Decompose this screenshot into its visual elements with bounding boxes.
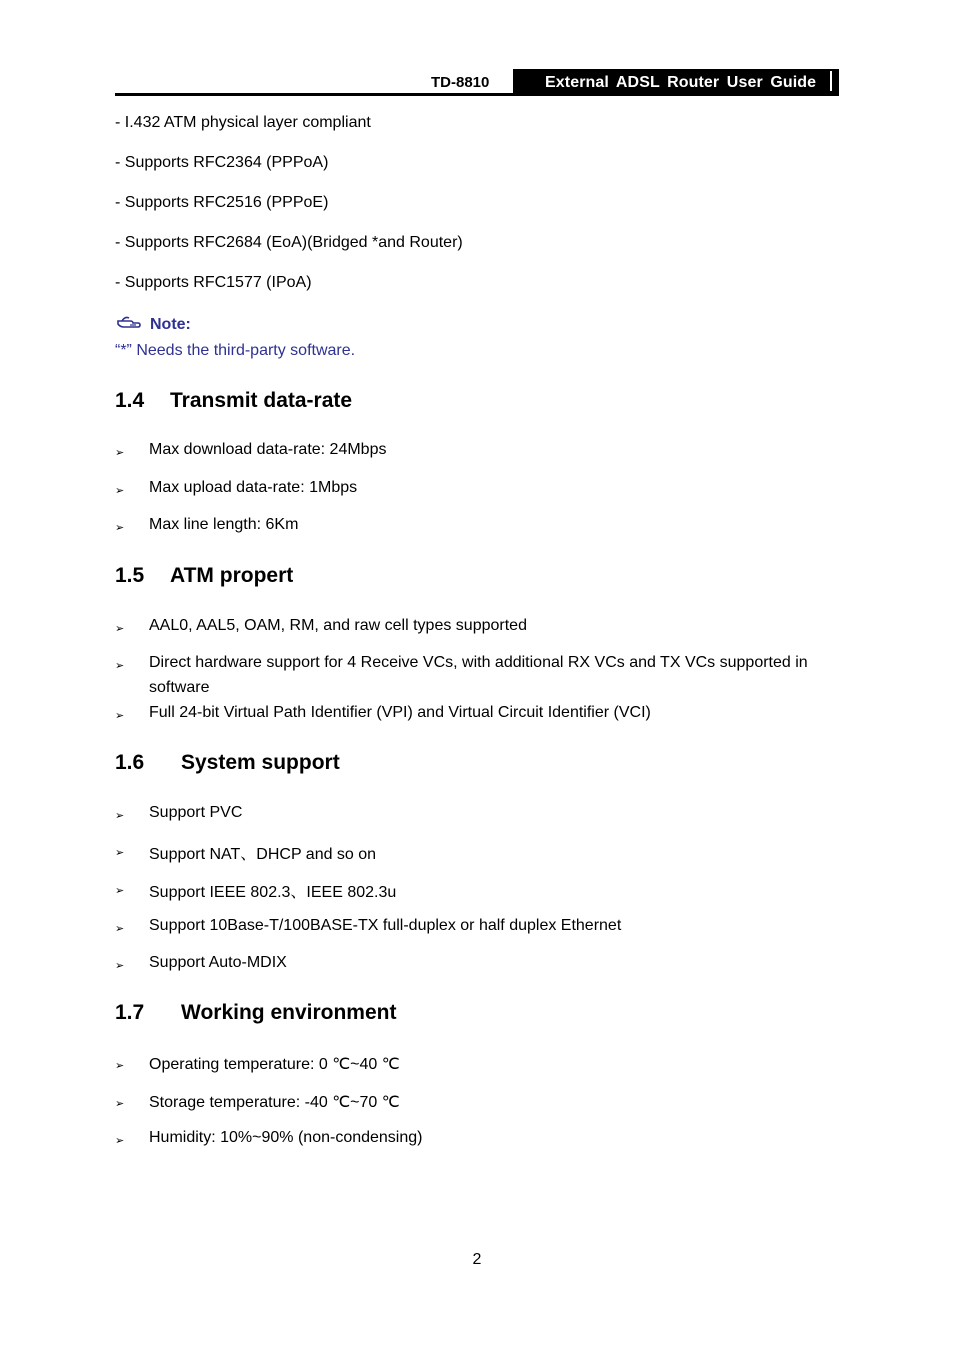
bullet-arrow-icon: ➢	[115, 710, 125, 722]
page-number: 2	[472, 1251, 482, 1268]
header-divider	[830, 71, 832, 91]
section-title: System support	[181, 751, 340, 774]
list-item: Operating temperature: 0 ℃~40 ℃	[149, 1056, 400, 1073]
bullet-arrow-icon: ➢	[115, 885, 125, 897]
section-title: Working environment	[181, 1001, 397, 1024]
list-item-continuation: software	[149, 679, 210, 696]
bullet-arrow-icon: ➢	[115, 1098, 125, 1110]
intro-item: - Supports RFC2684 (EoA)(Bridged *and Router)	[115, 234, 463, 251]
section-title: ATM propert	[170, 564, 294, 587]
bullet-arrow-icon: ➢	[115, 810, 125, 822]
list-item: Max download data-rate: 24Mbps	[149, 441, 387, 458]
note-label: Note:	[150, 316, 191, 333]
list-item: Max line length: 6Km	[149, 516, 299, 533]
bullet-arrow-icon: ➢	[115, 660, 125, 672]
bullet-arrow-icon: ➢	[115, 1060, 125, 1072]
list-item: Storage temperature: -40 ℃~70 ℃	[149, 1094, 400, 1111]
bullet-arrow-icon: ➢	[115, 623, 125, 635]
bullet-arrow-icon: ➢	[115, 1135, 125, 1147]
bullet-arrow-icon: ➢	[115, 923, 125, 935]
bullet-arrow-icon: ➢	[115, 485, 125, 497]
list-item: Support Auto-MDIX	[149, 954, 287, 971]
bullet-arrow-icon: ➢	[115, 960, 125, 972]
intro-item: - Supports RFC1577 (IPoA)	[115, 274, 312, 291]
intro-item: - I.432 ATM physical layer compliant	[115, 114, 371, 131]
bullet-arrow-icon: ➢	[115, 447, 125, 459]
note-text: “*” Needs the third-party software.	[115, 342, 356, 359]
header-title: External ADSL Router User Guide	[545, 74, 817, 91]
bullet-arrow-icon: ➢	[115, 522, 125, 534]
list-item: Support IEEE 802.3、IEEE 802.3u	[149, 884, 397, 901]
list-item: Support 10Base-T/100BASE-TX full-duplex or half duplex Ethernet	[149, 917, 622, 934]
list-item: Full 24-bit Virtual Path Identifier (VPI) and Virtual Circuit Identifier (VCI)	[149, 704, 651, 721]
section-title: Transmit data-rate	[170, 389, 353, 412]
list-item: AAL0, AAL5, OAM, RM, and raw cell types supported	[149, 617, 527, 634]
intro-item: - Supports RFC2364 (PPPoA)	[115, 154, 329, 171]
list-item: Humidity: 10%~90% (non-condensing)	[149, 1129, 423, 1146]
list-item: Support NAT、DHCP and so on	[149, 846, 377, 863]
pointing-hand-icon	[116, 315, 142, 336]
header-rule	[115, 93, 839, 96]
list-item: Max upload data-rate: 1Mbps	[149, 479, 358, 496]
section-number: 1.6	[115, 751, 145, 774]
header-model: TD-8810	[431, 74, 490, 91]
section-number: 1.7	[115, 1001, 145, 1024]
section-number: 1.5	[115, 564, 145, 587]
bullet-arrow-icon: ➢	[115, 847, 125, 859]
list-item: Direct hardware support for 4 Receive VCs, with additional RX VCs and TX VCs supported in	[149, 654, 808, 671]
intro-item: - Supports RFC2516 (PPPoE)	[115, 194, 329, 211]
section-number: 1.4	[115, 389, 145, 412]
list-item: Support PVC	[149, 804, 243, 821]
